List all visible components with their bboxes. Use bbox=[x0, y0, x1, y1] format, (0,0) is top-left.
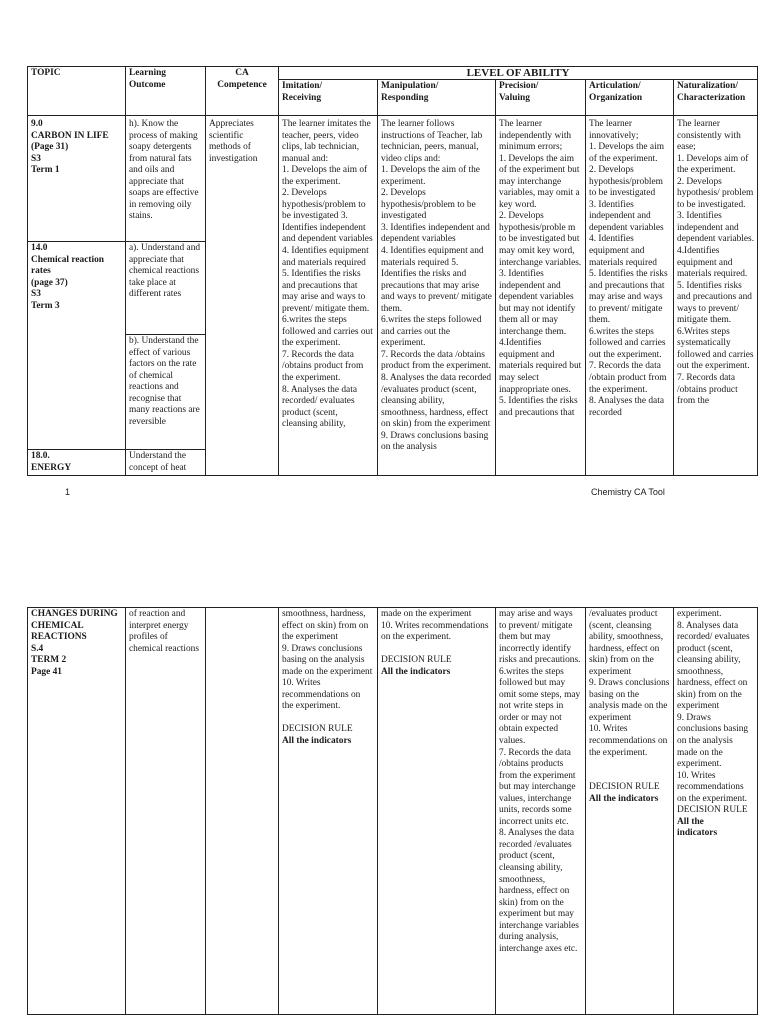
imitation-text-page2: smoothness, hardness, effect on skin) from on the experiment 9. Draws conclusions basing on the analysis made on the experiment 10. Writes recommendations on the experiment. DECISION RULE bbox=[282, 609, 373, 735]
articulation-text-page2: /evaluates product (scent, cleansing ability, smoothness, hardness, effect on skin) from on the experiment 9. Draws conclusions basing on the analysis made on the experiment 10. Writes recommendations on the experiment. DECISION RULE bbox=[589, 609, 670, 793]
topic-reaction-rates: 14.0 Chemical reaction rates (page 37) S3 Term 3 bbox=[28, 242, 126, 450]
header-learning-outcome: Learning Outcome bbox=[126, 67, 206, 116]
header-ca-competence: CA Competence bbox=[206, 67, 279, 116]
topic-carbon-in-life: 9.0 CARBON IN LIFE (Page 31) S3 Term 1 bbox=[28, 116, 126, 242]
precision-text-page2: may arise and ways to prevent/ mitigate them but may incorrectly identify risks and precautions. 6.writes the steps followed but may omit some steps, may not write steps in order or may not obtain expected values. 7. Records the data /obtains products from the experiment but may interchange values, interchange units, records some incorrect units etc. 8. Analyses the data recorded /evaluates product (scent, cleansing ability, smoothness, hardness, effect on skin) from on the experiment but may interchange variables during analysis, interchange axes etc. bbox=[496, 608, 586, 1015]
naturalization-text-page2: experiment. 8. Analyses data recorded/ evaluates product (scent, cleansing ability, smoothness, hardness, effect on skin) from on the experiment 9. Draws conclusions basing on the analysis made on the experiment. 10. Writes recommendations on the experiment. DECISION RULE bbox=[677, 609, 750, 816]
competence-cell-page2 bbox=[206, 608, 279, 1015]
topic-changes-during-reactions: CHANGES DURING CHEMICAL REACTIONS S.4 TERM 2 Page 41 bbox=[28, 608, 126, 1015]
imitation-text: The learner imitates the teacher, peers, video clips, lab technician, manual and: 1. Develops the aim of the experiment. 2. Develops hypothesis/problem to be investigated 3. Identifies independent and dependent variables 4. Identifies equipment and materials required 5. Identifies the risks and precautions that may arise and ways to prevent/ mitigate them. 6.writes the steps followed and carries out the experiment. 7. Records the data /obtains product from the experiment. 8. Analyses the data recorded/ evaluates product (scent, cleansing ability, bbox=[279, 116, 378, 476]
outcome-h: h). Know the process of making soapy detergents from natural fats and oils and appreciate that soaps are effective in removing oily stains. bbox=[126, 116, 206, 242]
assessment-table-page1 bbox=[27, 66, 758, 476]
competence-cell: Appreciates scientific methods of investigation bbox=[206, 116, 279, 476]
footer-title: Chemistry CA Tool bbox=[591, 487, 665, 497]
topic-energy: 18.0. ENERGY bbox=[28, 450, 126, 476]
imitation-cell-page2 bbox=[279, 608, 378, 1015]
manipulation-decision-rule: All the indicators bbox=[381, 666, 451, 677]
outcome-a: a). Understand and appreciate that chemical reactions take place at different rates bbox=[126, 242, 206, 335]
outcome-energy-profiles: of reaction and interpret energy profiles of chemical reactions bbox=[126, 608, 206, 1015]
manipulation-cell-page2 bbox=[378, 608, 496, 1015]
articulation-cell-page2 bbox=[586, 608, 674, 1015]
articulation-decision-rule: All the indicators bbox=[589, 793, 659, 804]
imitation-decision-rule: All the indicators bbox=[282, 736, 352, 747]
articulation-text: The learner innovatively; 1. Develops the aim of the experiment. 2. Develops hypothesis/problem to be investigated 3. Identifies independent and dependent variables 4. Identifies equipment and materials required 5. Identifies the risks and precautions that may arise and ways to prevent/ mitigate them. 6.writes the steps followed and carries out the experiment. 7. Records the data /obtain product from the experiment. 8. Analyses the data recorded bbox=[586, 116, 674, 476]
header-manipulation: Manipulation/ Responding bbox=[378, 80, 496, 116]
naturalization-text: The learner consistently with ease; 1. Develops aim of the experiment. 2. Develops hypothesis/ problem to be investigated. 3. Identifies independent and dependent variables. 4.Identifies equipment and materials required. 5. Identifies risks and precautions and ways to prevent/ mitigate them. 6.Writes steps systematically followed and carries out the experiment. 7. Records data /obtains product from the bbox=[674, 116, 758, 476]
naturalization-cell-page2 bbox=[674, 608, 758, 1015]
manipulation-text: The learner follows instructions of Teacher, lab technician, peers, manual, video clips and: 1. Develops the aim of the experiment. 2. Develops hypothesis/problem to be investigated 3. Identifies independent and dependent variables 4. Identifies equipment and materials required 5. Identifies the risks and precautions that may arise and ways to prevent/ mitigate them. 6.writes the steps followed and carries out the experiment. 7. Records the data /obtains product from the experiment. 8. Analyses the data recorded /evaluates product (scent, cleansing ability, smoothness, hardness, effect on skin) from the experiment 9. Draws conclusions basing on the analysis bbox=[378, 116, 496, 476]
naturalization-decision-rule: All the indicators bbox=[677, 816, 718, 839]
header-imitation: Imitation/ Receiving bbox=[279, 80, 378, 116]
header-level-of-ability: LEVEL OF ABILITY bbox=[279, 67, 758, 80]
header-naturalization: Naturalization/ Characterization bbox=[674, 80, 758, 116]
assessment-table-page2 bbox=[27, 607, 758, 1015]
header-articulation: Articulation/ Organization bbox=[586, 80, 674, 116]
manipulation-text-page2: made on the experiment 10. Writes recommendations on the experiment. DECISION RULE bbox=[381, 609, 489, 666]
outcome-b: b). Understand the effect of various factors on the rate of chemical reactions and recognise that many reactions are reversible bbox=[126, 335, 206, 450]
outcome-heat: Understand the concept of heat bbox=[126, 450, 206, 476]
precision-text: The learner independently with minimum errors; 1. Develops the aim of the experiment but may interchange variables, may omit a key word. 2. Develops hypothesis/proble m to be investigated but may omit key word, interchange variables. 3. Identifies independent and dependent variables but may not identify them all or may interchange them. 4.Identifies equipment and materials required but may select inappropriate ones. 5. Identifies the risks and precautions that bbox=[496, 116, 586, 476]
header-precision: Precision/ Valuing bbox=[496, 80, 586, 116]
footer-page-number: 1 bbox=[65, 487, 71, 497]
header-topic: TOPIC bbox=[28, 67, 126, 116]
